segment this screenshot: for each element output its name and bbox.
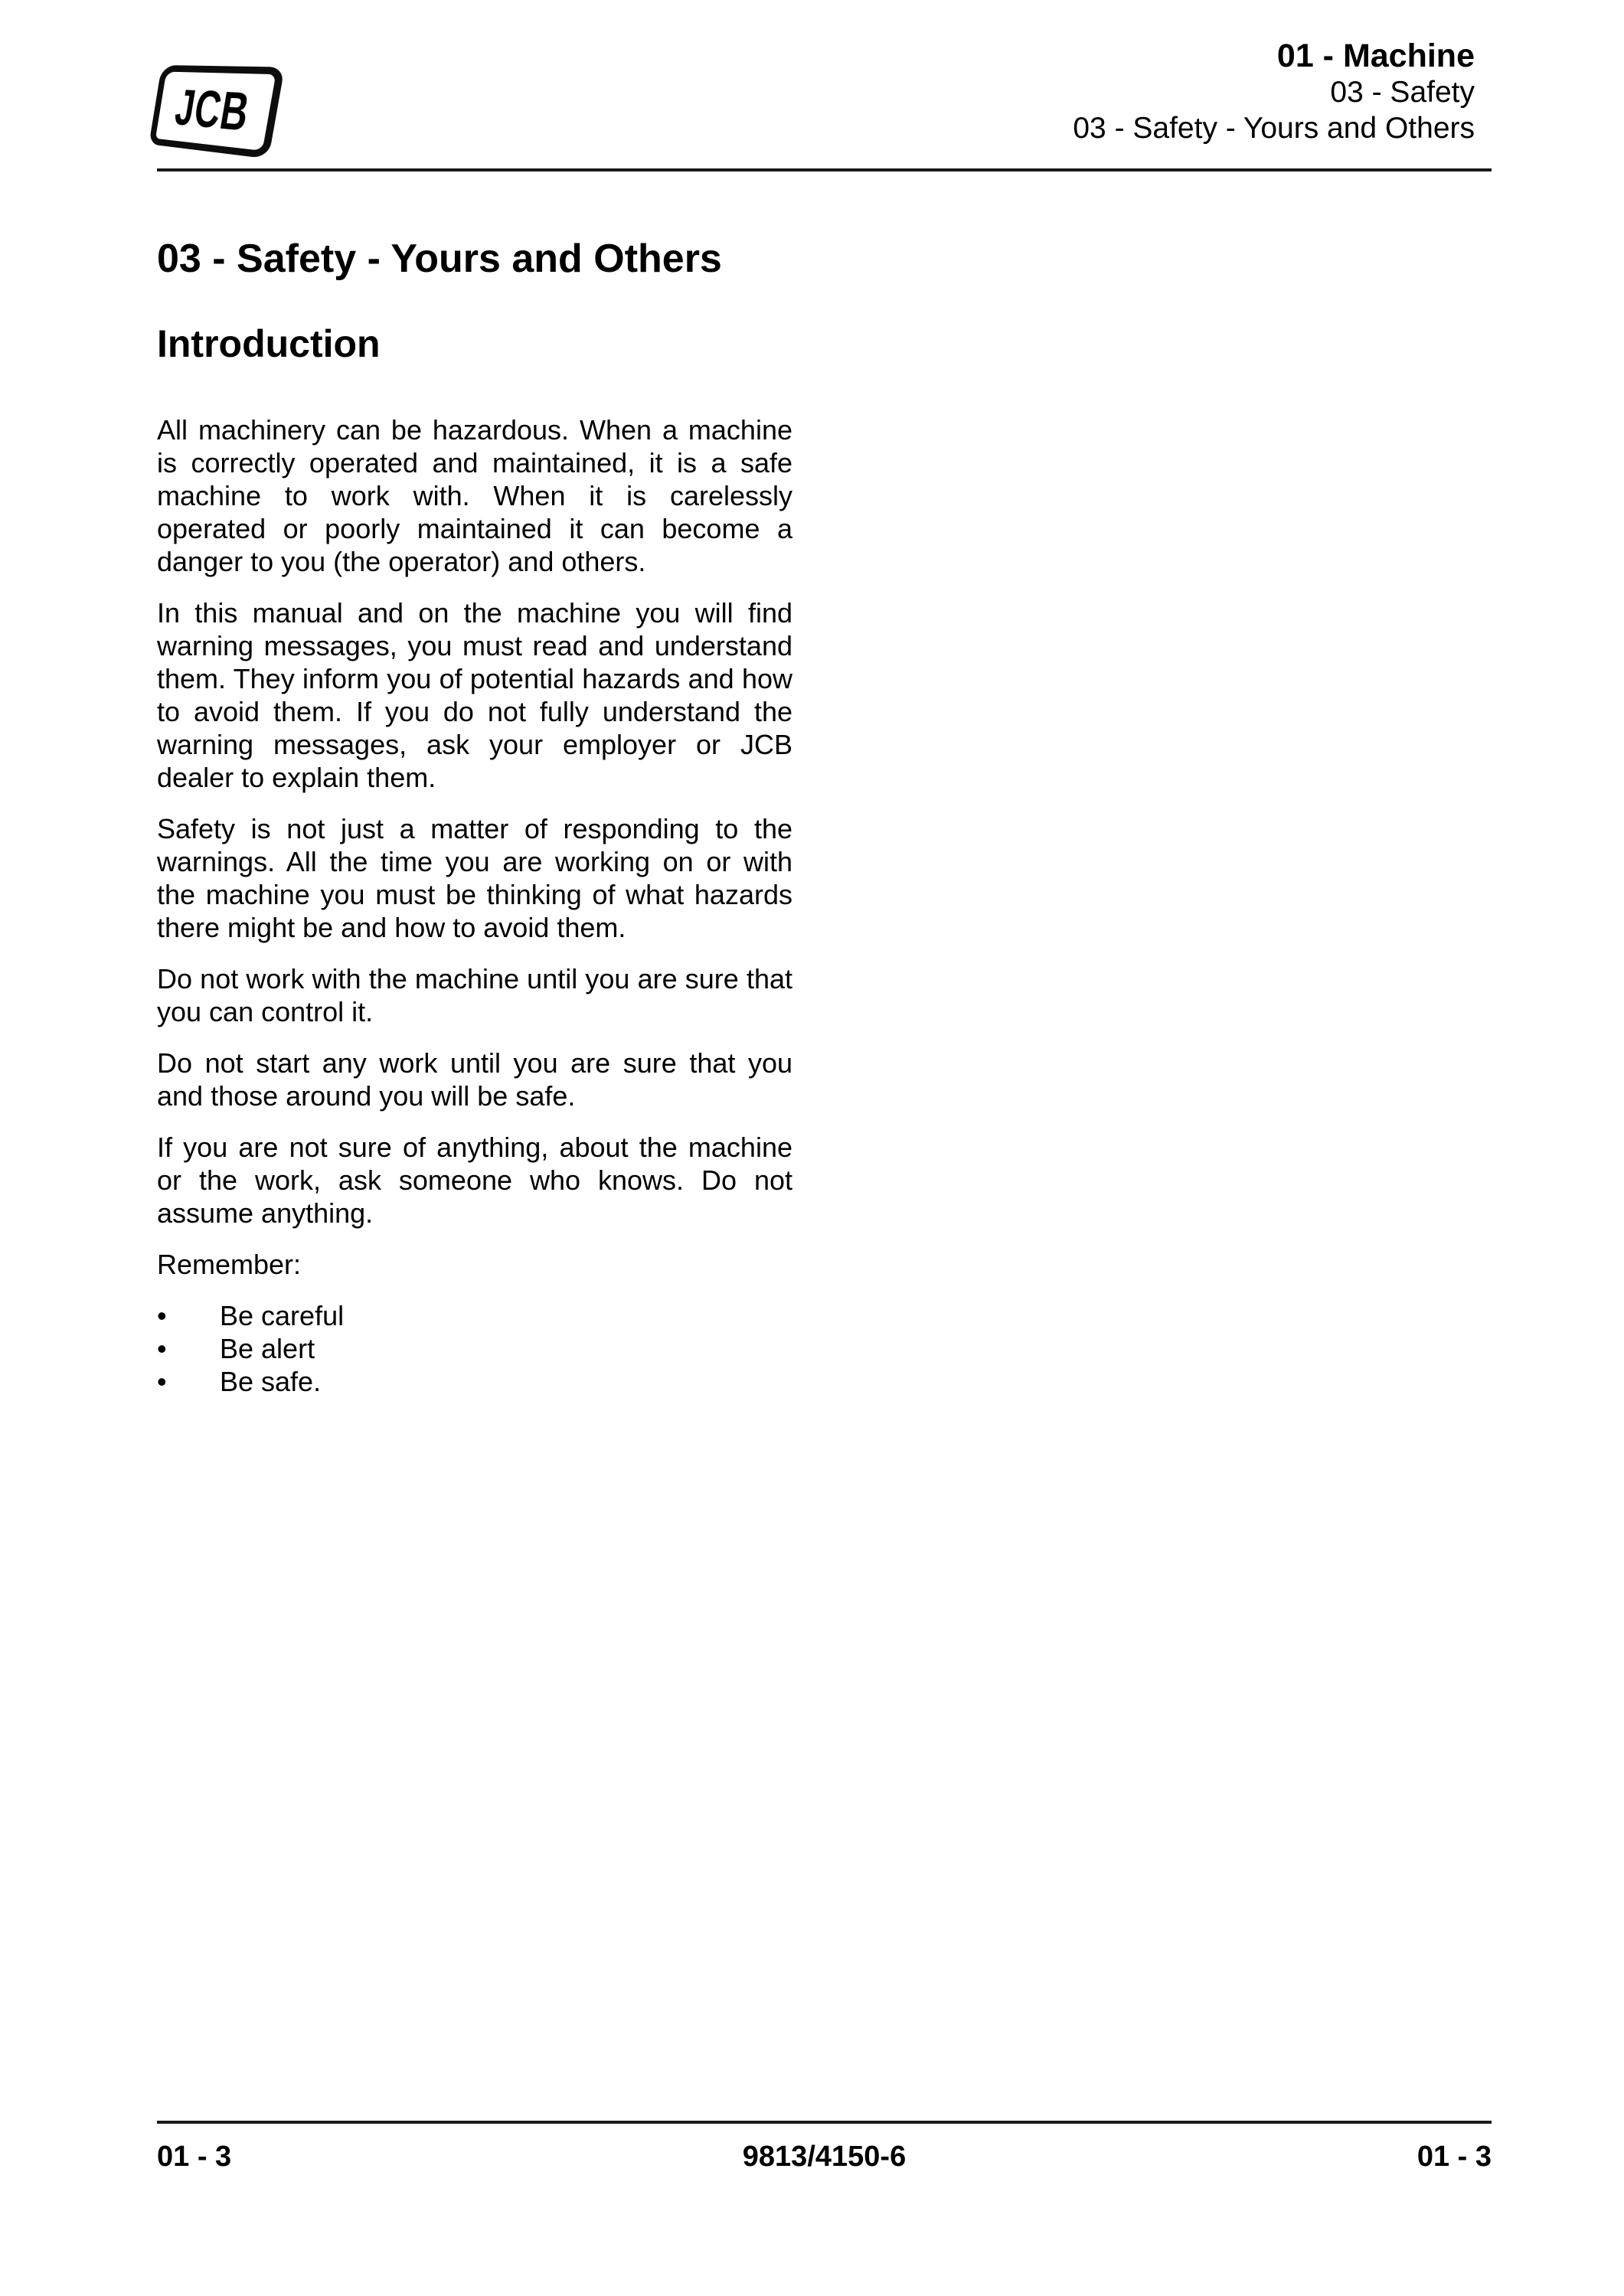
paragraph: In this manual and on the machine you will find warning messages, you must read and understand them. They inform you of potential hazards and how to avoid them. If you do not fully understand the warning messages, ask your employer or JCB dealer to explain them. — [157, 597, 792, 793]
paragraph: Do not work with the machine until you are sure that you can control it. — [157, 963, 792, 1027]
header-subsection: 03 - Safety - Yours and Others — [1073, 112, 1475, 145]
footer-rule — [157, 2121, 1492, 2124]
page-title: 03 - Safety - Yours and Others — [157, 237, 722, 281]
list-item-label: Be safe. — [220, 1366, 322, 1397]
remember-label: Remember: — [157, 1249, 302, 1280]
bullet-icon: • — [157, 1333, 167, 1364]
header-breadcrumb — [1073, 38, 1475, 146]
bullet-icon: • — [157, 1300, 167, 1331]
list-item-label: Be careful — [220, 1300, 345, 1331]
list-item — [157, 1299, 792, 1332]
footer-publication-number: 9813/4150-6 — [742, 2141, 907, 2173]
content-column — [157, 236, 792, 1398]
list-item — [157, 1332, 792, 1365]
paragraph: All machinery can be hazardous. When a machine is correctly operated and maintained, it is a safe machine to work with. When it is carelessly operated or poorly maintained it can become a danger to you (the operator) and others. — [157, 414, 792, 577]
footer-page-number-left: 01 - 3 — [157, 2141, 232, 2173]
list-item — [157, 1365, 792, 1398]
paragraph: If you are not sure of anything, about the machine or the work, ask someone who knows. Do not assume anything. — [157, 1132, 792, 1229]
bullet-list — [157, 1299, 792, 1398]
paragraph: Safety is not just a matter of responding to the warnings. All the time you are working on or with the machine you must be thinking of what hazards there might be and how to avoid them. — [157, 813, 792, 943]
header-section: 03 - Safety — [1330, 76, 1475, 109]
section-heading: Introduction — [157, 322, 381, 365]
footer-page-number-right: 01 - 3 — [1417, 2141, 1492, 2173]
header-rule — [157, 168, 1492, 171]
paragraph: Do not start any work until you are sure that you and those around you will be safe. — [157, 1047, 792, 1112]
jcb-logo — [149, 65, 284, 159]
header-chapter: 01 - Machine — [1276, 38, 1475, 74]
footer — [157, 2141, 1492, 2174]
jcb-logo-text: JCB — [172, 78, 255, 142]
list-item-label: Be alert — [220, 1333, 315, 1364]
bullet-icon: • — [157, 1366, 167, 1397]
